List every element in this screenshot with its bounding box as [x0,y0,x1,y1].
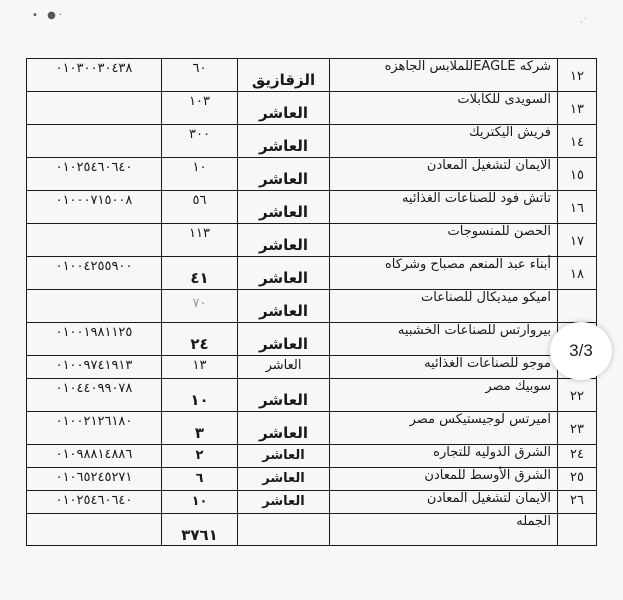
row-number-cell: ١٥ [558,158,597,191]
quantity-cell: ١١٣ [162,224,238,257]
phone-cell: ٠١٠٢٥٤٦٠٦٤٠ [27,158,162,191]
company-name-cell: الشرق الأوسط للمعادن [330,468,558,491]
company-name-cell: فريش اليكتريك [330,125,558,158]
table-row [27,59,597,92]
company-name-cell: سوبيك مصر [330,379,558,412]
row-number-cell: ١٨ [558,257,597,290]
phone-cell: ٠١٠٩٨٨١٤٨٨٦ [27,445,162,468]
table-row [27,379,597,412]
total-label-cell: الجمله [330,514,558,546]
phone-cell [27,290,162,323]
city-cell: العاشر [238,158,330,191]
scan-specks-right: ·˙ [580,18,588,28]
total-phone-cell [27,514,162,546]
total-value-cell: ٣٧٦١ [162,514,238,546]
quantity-cell: ١٠ [162,379,238,412]
quantity-cell: ٦ [162,468,238,491]
table-row [27,491,597,514]
total-row [27,514,597,546]
company-name-cell: الشرق الدوليه للتجاره [330,445,558,468]
city-cell: العاشر [238,445,330,468]
row-number-cell [558,290,597,323]
row-number-cell: ١٢ [558,59,597,92]
phone-cell: ٠١٠٠٩٧٤١٩١٣ [27,356,162,379]
phone-cell: ٠١٠٠٢١٢٦١٨٠ [27,412,162,445]
phone-cell: ٠١٠٣٠٠٣٠٤٣٨ [27,59,162,92]
company-name-cell: السويدى للكابلات [330,92,558,125]
company-name-cell: اميكو ميديكال للصناعات [330,290,558,323]
table-row [27,412,597,445]
phone-cell [27,125,162,158]
quantity-cell: ٤١ [162,257,238,290]
company-name-cell: اميرتس لوجيستيكس مصر [330,412,558,445]
phone-cell: ٠١٠٠٠٧١٥٠٠٨ [27,191,162,224]
row-number-cell: ٢٢ [558,379,597,412]
phone-cell: ٠١٠٦٥٢٤٥٢٧١ [27,468,162,491]
city-cell: الزقازيق [238,59,330,92]
table-row [27,445,597,468]
company-name-cell: موجو للصناعات الغذائيه [330,356,558,379]
row-number-cell: ١٧ [558,224,597,257]
phone-cell: ٠١٠٢٥٤٦٠٦٤٠ [27,491,162,514]
table-row [27,290,597,323]
company-name-cell: الحصن للمنسوجات [330,224,558,257]
city-cell: العاشر [238,125,330,158]
quantity-cell: ٧٠ [162,290,238,323]
city-cell: العاشر [238,257,330,290]
phone-cell: ٠١٠٠١٩٨١١٢٥ [27,323,162,356]
table-row [27,257,597,290]
city-cell: العاشر [238,191,330,224]
total-number-cell [558,514,597,546]
table-row [27,224,597,257]
company-name-cell: الايمان لتشغيل المعادن [330,491,558,514]
city-cell: العاشر [238,290,330,323]
row-number-cell: ٢٤ [558,445,597,468]
quantity-cell: ٣ [162,412,238,445]
table-row [27,158,597,191]
row-number-cell: ١٦ [558,191,597,224]
quantity-cell: ٣٠٠ [162,125,238,158]
city-cell: العاشر [238,224,330,257]
table-row [27,92,597,125]
quantity-cell: ١٠ [162,158,238,191]
quantity-cell: ٥٦ [162,191,238,224]
table-row [27,191,597,224]
city-cell: العاشر [238,323,330,356]
scan-specks: • ●· [32,10,65,21]
phone-cell [27,224,162,257]
page-indicator-badge: 3/3 [550,322,612,380]
quantity-cell: ٢ [162,445,238,468]
city-cell: العاشر [238,491,330,514]
companies-table [26,58,597,546]
row-number-cell: ١٣ [558,92,597,125]
company-name-cell: شركه EAGLEللملابس الجاهزه [330,59,558,92]
phone-cell [27,92,162,125]
city-cell: العاشر [238,412,330,445]
company-name-cell: بيروارتس للصناعات الخشبيه [330,323,558,356]
table-row [27,468,597,491]
table-row [27,323,597,356]
company-name-cell: الايمان لتشغيل المعادن [330,158,558,191]
quantity-cell: ١٣ [162,356,238,379]
row-number-cell: ٢٦ [558,491,597,514]
phone-cell: ٠١٠٠٤٢٥٥٩٠٠ [27,257,162,290]
quantity-cell: ١٠ [162,491,238,514]
quantity-cell: ١٠٣ [162,92,238,125]
company-name-cell: تاتش فود للصناعات الغذائيه [330,191,558,224]
table-row [27,125,597,158]
quantity-cell: ٦٠ [162,59,238,92]
city-cell: العاشر [238,379,330,412]
table-row [27,356,597,379]
company-name-cell: أبناء عبد المنعم مصباح وشركاه [330,257,558,290]
total-city-cell [238,514,330,546]
city-cell: العاشر [238,356,330,379]
city-cell: العاشر [238,468,330,491]
phone-cell: ٠١٠٤٤٠٩٩٠٧٨ [27,379,162,412]
row-number-cell: ١٤ [558,125,597,158]
row-number-cell: ٢٣ [558,412,597,445]
city-cell: العاشر [238,92,330,125]
quantity-cell: ٢٤ [162,323,238,356]
row-number-cell: ٢٥ [558,468,597,491]
